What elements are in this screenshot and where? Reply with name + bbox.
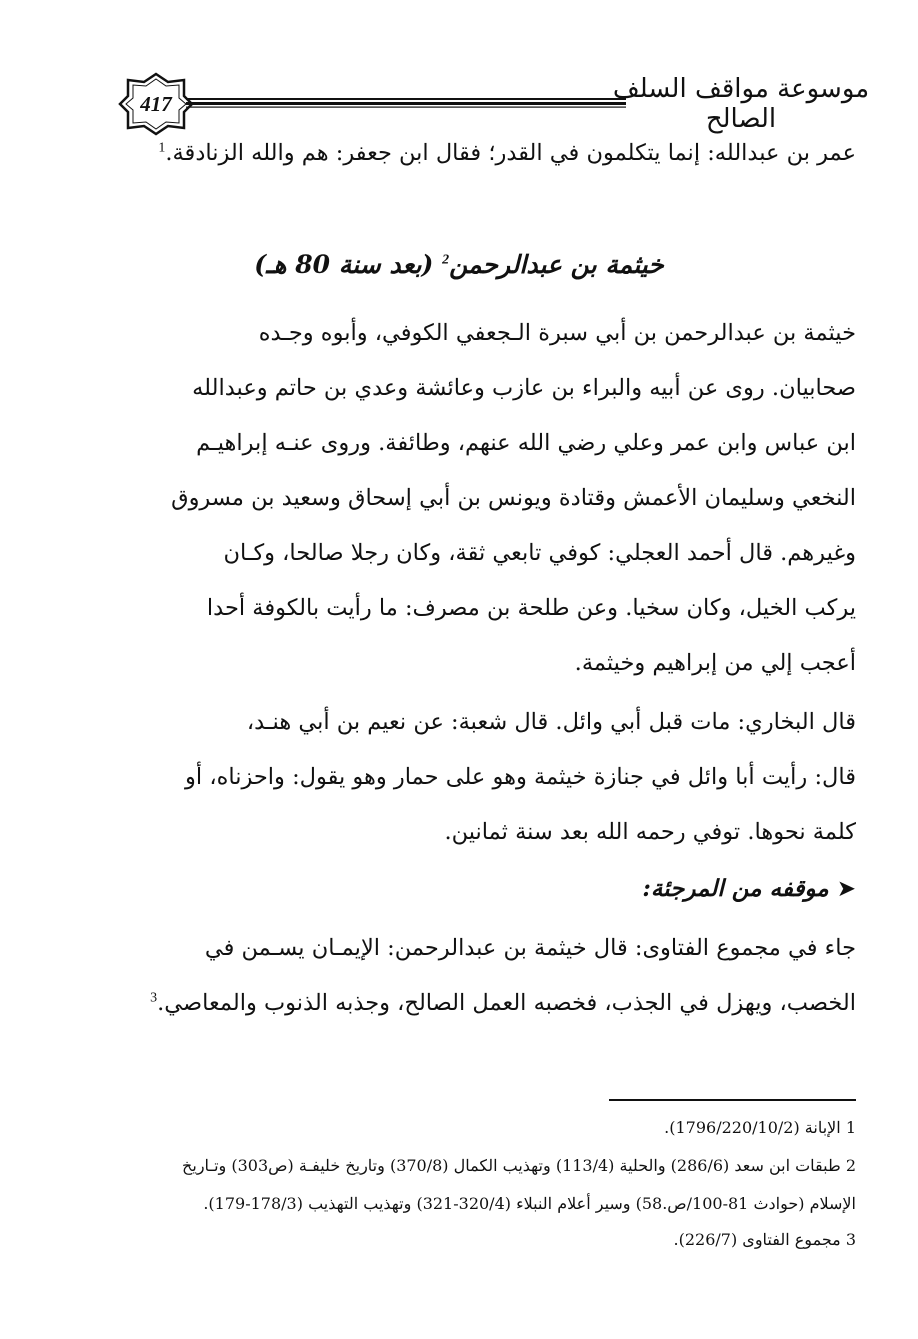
line-text: عمر بن عبدالله: إنما يتكلمون في القدر؛ فقال ابن جعفر: هم والله الزنادقة. xyxy=(165,140,856,166)
text-line: كلمة نحوها. توفي رحمه الله بعد سنة ثمانين. xyxy=(444,819,856,845)
page-number: 417 xyxy=(140,92,172,116)
text-line: أعجب إلي من إبراهيم وخيثمة. xyxy=(574,650,856,676)
text-line: وغيرهم. قال أحمد العجلي: كوفي تابعي ثقة، وكان رجلا صالحا، وكـان xyxy=(223,540,856,566)
heading-date: (بعد سنة 80 هـ) xyxy=(254,250,434,279)
footnote-text: الإبانة (1796/220/10/2). xyxy=(664,1118,841,1137)
text-line: قال: رأيت أبا وائل في جنازة خيثمة وهو على حمار وهو يقول: واحزناه، أو xyxy=(185,764,856,790)
footnote-text: مجموع الفتاوى (226/7). xyxy=(673,1230,841,1249)
text-line: خيثمة بن عبدالرحمن بن أبي سبرة الـجعفي الكوفي، وأبوه وجـده xyxy=(258,320,856,346)
book-title: موسوعة مواقف السلف الصالح xyxy=(612,74,870,134)
heading-name: خيثمة بن عبدالرحمن xyxy=(449,250,664,279)
footnote-ref: 3 xyxy=(150,990,158,1006)
text-line xyxy=(110,990,856,1016)
footnote-divider xyxy=(609,1099,856,1101)
subsection-heading xyxy=(560,875,856,902)
text-line: يركب الخيل، وكان سخيا. وعن طلحة بن مصرف: ما رأيت بالكوفة أحدا xyxy=(206,595,856,621)
footnote-number: 3 xyxy=(845,1230,856,1249)
text-line: قال البخاري: مات قبل أبي وائل. قال شعبة: عن نعيم بن أبي هنـد، xyxy=(246,709,856,735)
footnote-ref: 2 xyxy=(442,252,450,268)
footnote-number: 2 xyxy=(845,1156,856,1175)
arrow-bullet-icon: ➤ xyxy=(836,876,856,902)
footnote xyxy=(110,1118,856,1137)
text-line: صحابيان. روى عن أبيه والبراء بن عازب وعائشة وعدي بن حاتم وعبدالله xyxy=(192,375,856,401)
footnote-text: طبقات ابن سعد (286/6) والحلية (113/4) وتهذيب الكمال (370/8) وتاريخ خليفـة (ص303) وتـاريخ xyxy=(182,1156,841,1175)
footnote xyxy=(110,1156,856,1175)
footnote-ref: 1 xyxy=(158,140,166,156)
text-line: ابن عباس وابن عمر وعلي رضي الله عنهم، وطائفة. وروى عنـه إبراهيـم xyxy=(196,430,856,456)
page-number-badge xyxy=(118,72,194,136)
footnote-continuation: الإسلام (حوادث 81-100/ص.58) وسير أعلام النبلاء (320/4-321) وتهذيب التهذيب (178/3-179). xyxy=(203,1194,856,1213)
subheading-text: موقفه من المرجئة: xyxy=(642,875,829,902)
section-heading xyxy=(0,250,918,279)
text-line: النخعي وسليمان الأعمش وقتادة ويونس بن أبي إسحاق وسعيد بن مسروق xyxy=(171,485,856,511)
text-line xyxy=(110,140,856,166)
line-text: الخصب، ويهزل في الجذب، فخصبه العمل الصالح، وجذبه الذنوب والمعاصي. xyxy=(157,990,856,1016)
footnote xyxy=(110,1230,856,1249)
footnote-number: 1 xyxy=(845,1118,856,1137)
header-rule xyxy=(186,98,626,108)
text-line: جاء في مجموع الفتاوى: قال خيثمة بن عبدالرحمن: الإيمـان يسـمن في xyxy=(204,935,856,961)
